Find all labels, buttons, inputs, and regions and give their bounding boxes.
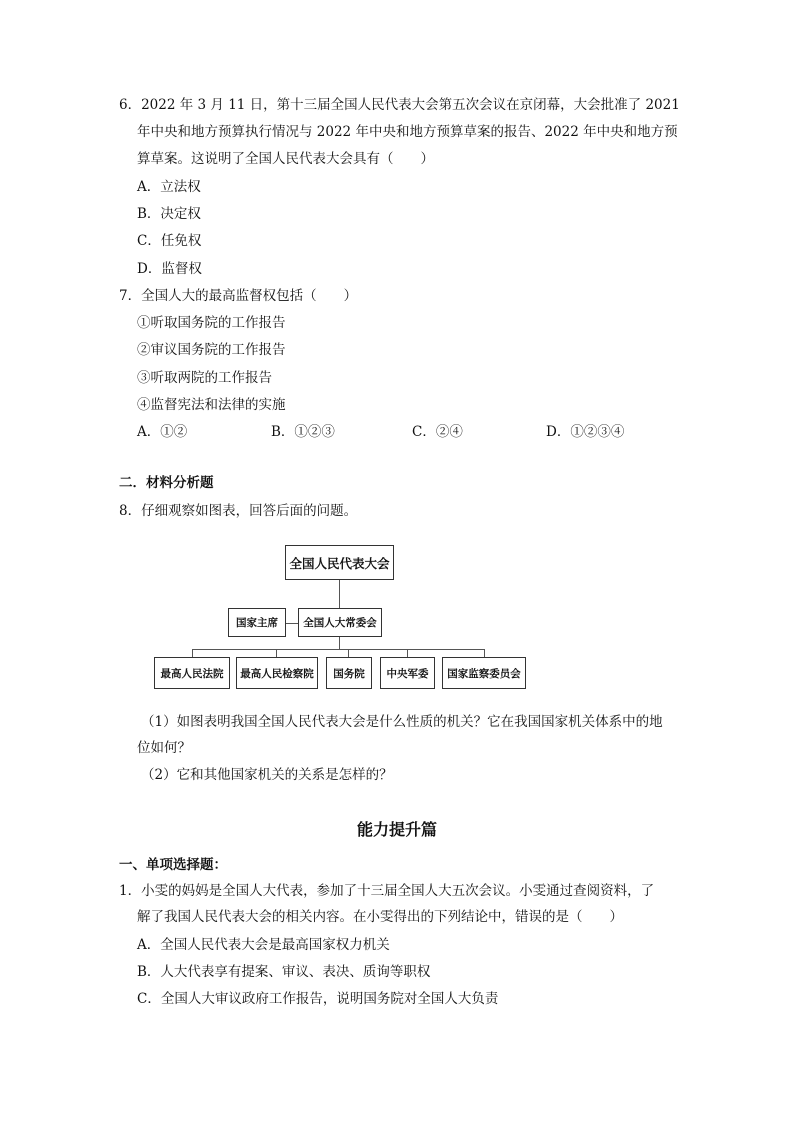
- chart-box-npc: 全国人民代表大会: [285, 545, 394, 580]
- chart-connector: [339, 580, 340, 608]
- q7-item-1: ①听取国务院的工作报告: [137, 315, 286, 331]
- q1-option-b: B．人大代表享有提案、审议、表决、质询等职权: [137, 964, 431, 980]
- q7-item-2: ②审议国务院的工作报告: [137, 342, 286, 358]
- q8-sub2: （2）它和其他国家机关的关系是怎样的？: [141, 767, 393, 783]
- section-title-single-choice: 一、单项选择题：: [119, 857, 227, 873]
- chart-box-procuratorate: 最高人民检察院: [236, 657, 318, 689]
- chart-connector: [348, 649, 349, 657]
- q7-stem: 7．全国人大的最高监督权包括（ ）: [119, 288, 358, 304]
- q1-option-a: A．全国人民代表大会是最高国家权力机关: [137, 937, 390, 953]
- q6-option-b: B．决定权: [137, 206, 201, 222]
- q6-stem-line1: 6．2022 年 3 月 11 日，第十三届全国人民代表大会第五次会议在京闭幕，大会批准了 2021: [119, 97, 680, 113]
- q6-stem-line2: 年中央和地方预算执行情况与 2022 年中央和地方预算草案的报告、2022 年中央和地方预: [137, 124, 678, 140]
- q1-option-c: C．全国人大审议政府工作报告，说明国务院对全国人大负责: [137, 991, 499, 1007]
- chart-box-standing-committee: 全国人大常委会: [298, 608, 382, 637]
- q1-stem-line2: 解了我国人民代表大会的相关内容。在小雯得出的下列结论中，错误的是（ ）: [137, 909, 623, 925]
- chart-connector: [192, 649, 193, 657]
- q8-sub1-line2: 位如何？: [137, 740, 191, 756]
- chart-box-supreme-court: 最高人民法院: [154, 657, 230, 689]
- q7-option-b: B．①②③: [271, 424, 335, 440]
- chart-box-military-commission: 中央军委: [380, 657, 435, 689]
- chart-connector: [484, 649, 485, 657]
- part-title-ability-improvement: 能力提升篇: [356, 820, 437, 839]
- chart-connector: [276, 649, 277, 657]
- chart-connector: [339, 637, 340, 649]
- chart-connector: [192, 649, 484, 650]
- q8-sub1-line1: （1）如图表明我国全国人民代表大会是什么性质的机关？它在我国国家机关体系中的地: [141, 714, 663, 730]
- q7-option-d: D．①②③④: [546, 424, 625, 440]
- q7-option-a: A．①②: [137, 424, 188, 440]
- q1-stem-line1: 1．小雯的妈妈是全国人大代表，参加了十三届全国人大五次会议。小雯通过查阅资料，了: [119, 883, 655, 899]
- chart-box-supervisory-commission: 国家监察委员会: [442, 657, 526, 689]
- q7-option-c: C．②④: [412, 424, 463, 440]
- chart-connector: [286, 623, 298, 624]
- chart-box-state-council: 国务院: [326, 657, 372, 689]
- q6-option-d: D．监督权: [137, 261, 202, 277]
- q6-option-c: C．任免权: [137, 233, 202, 249]
- q6-option-a: A．立法权: [137, 179, 201, 195]
- q7-item-3: ③听取两院的工作报告: [137, 370, 272, 386]
- q8-stem: 8．仔细观察如图表，回答后面的问题。: [119, 503, 358, 519]
- chart-box-president: 国家主席: [228, 608, 286, 637]
- chart-connector: [407, 649, 408, 657]
- q6-stem-line3: 算草案。这说明了全国人民代表大会具有（ ）: [137, 151, 434, 167]
- section-title-material-analysis: 二．材料分析题: [119, 475, 214, 491]
- q7-item-4: ④监督宪法和法律的实施: [137, 397, 286, 413]
